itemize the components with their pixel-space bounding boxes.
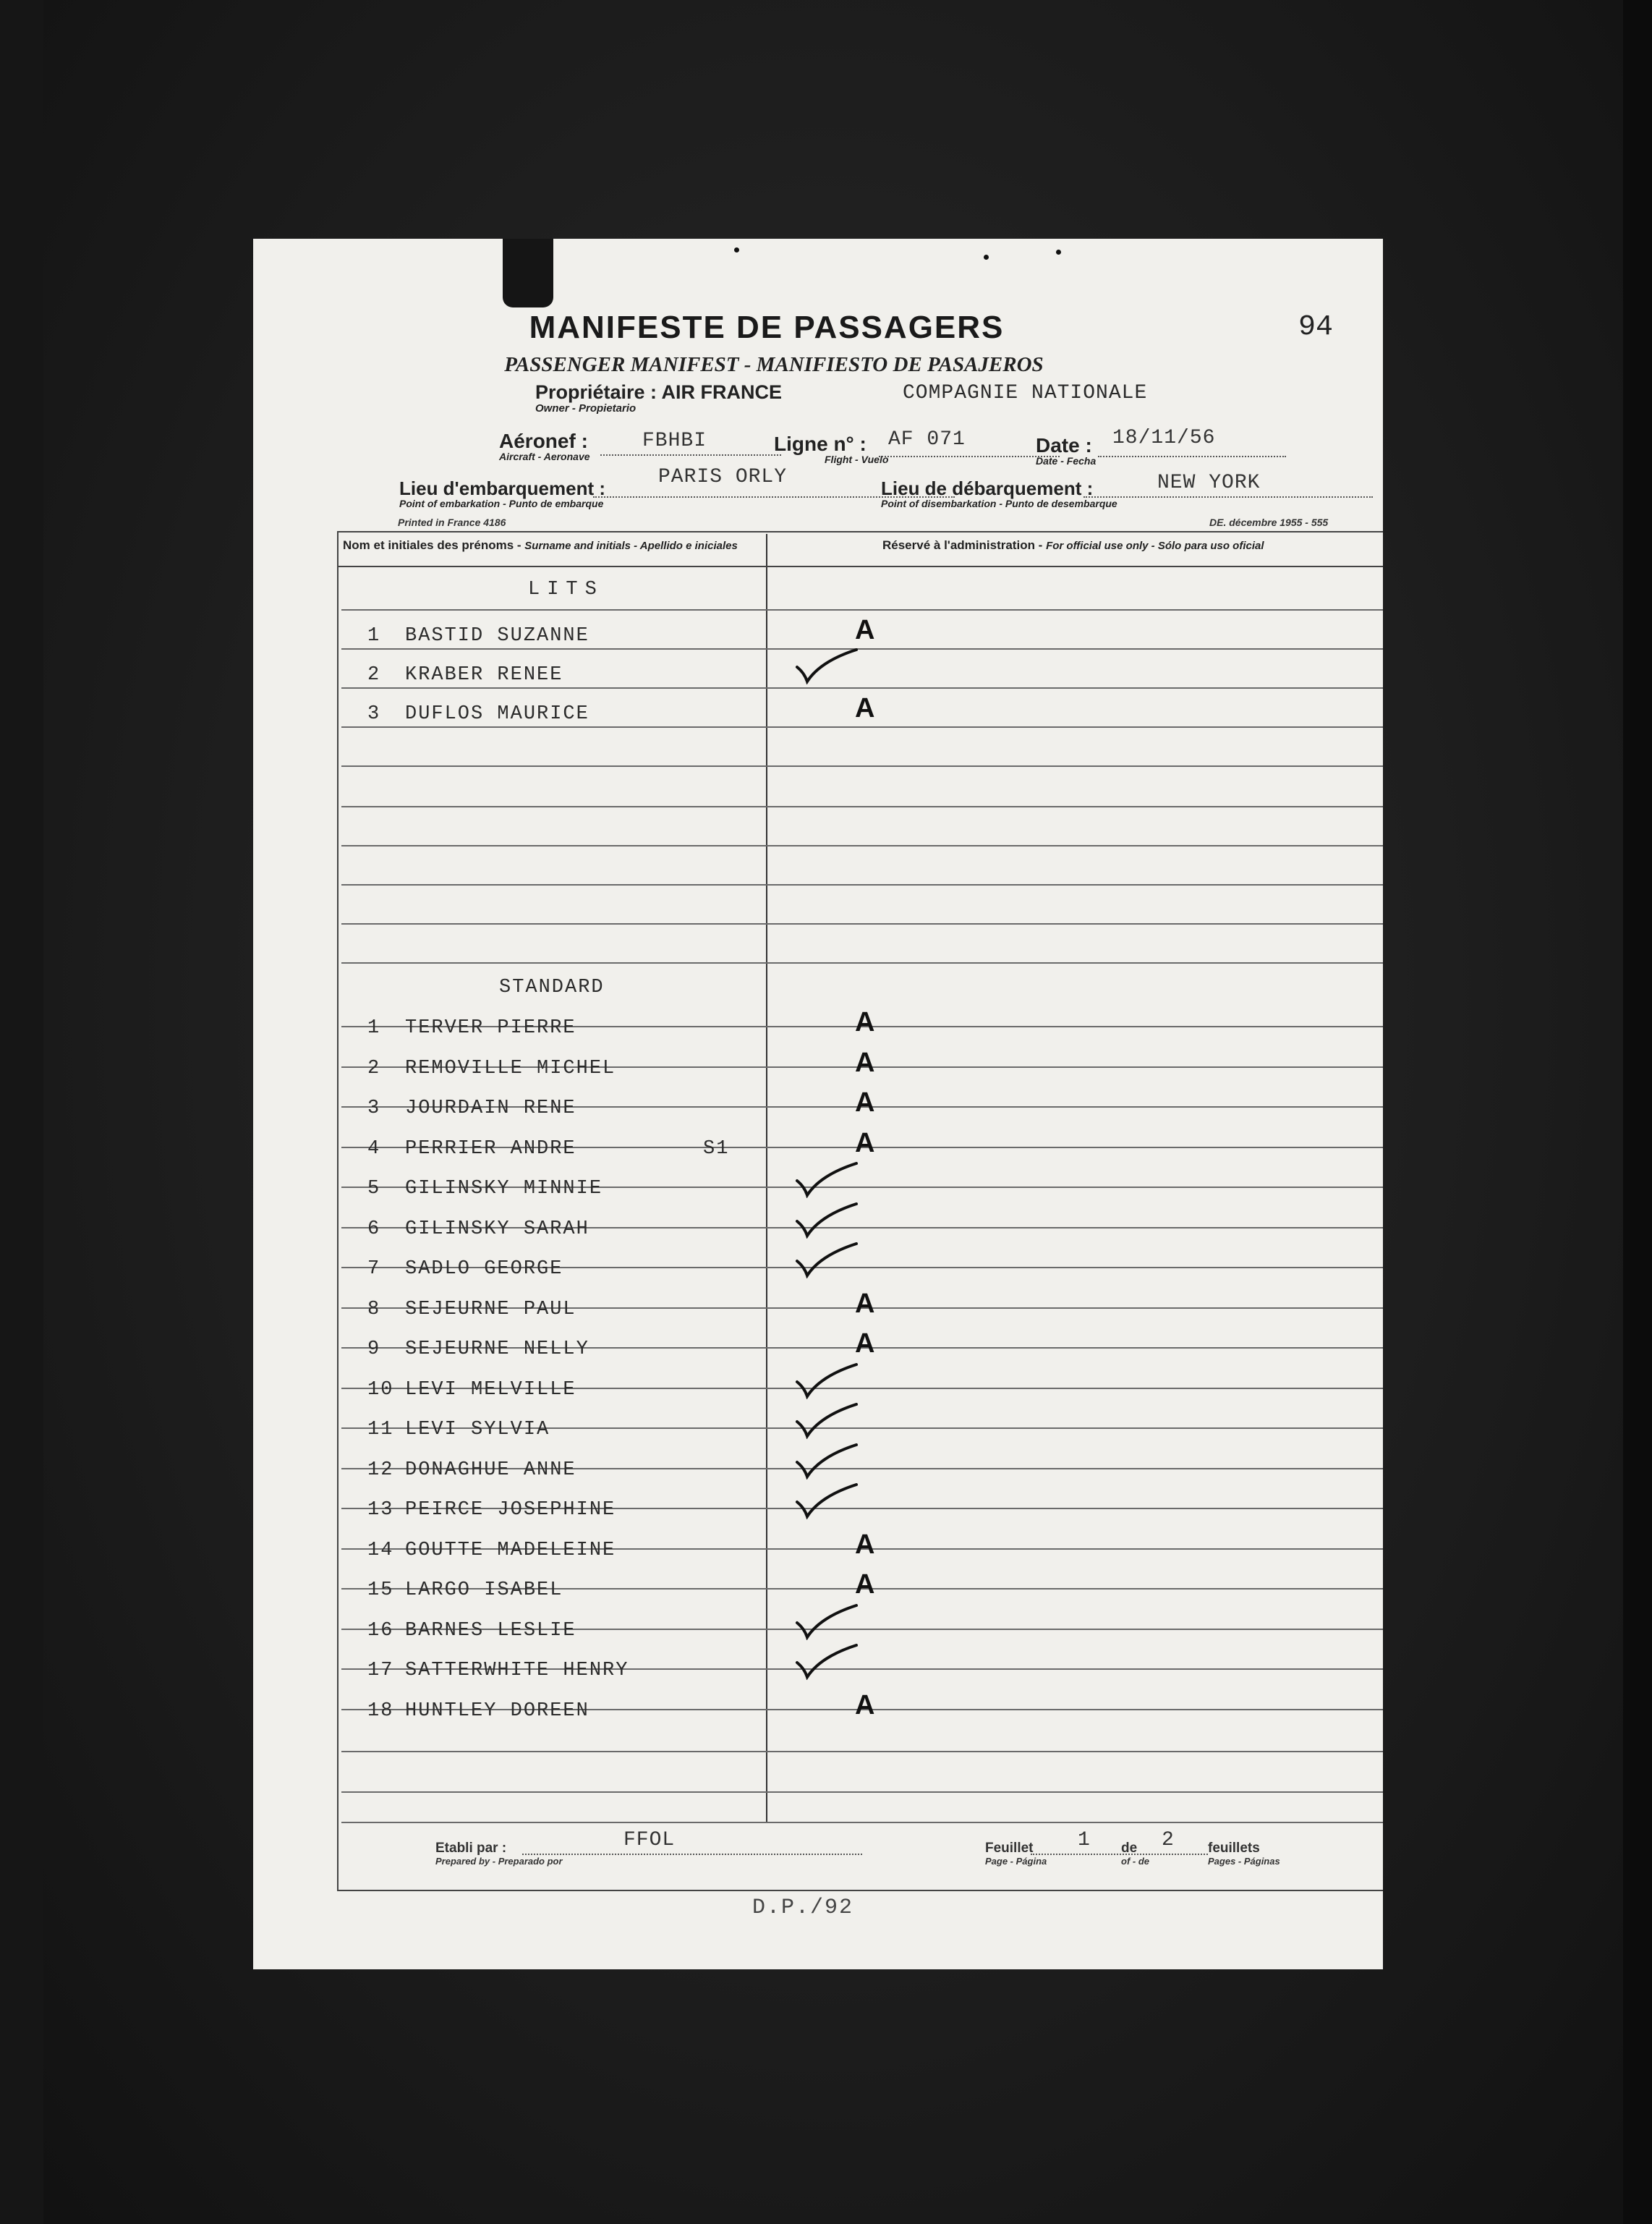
page-subtitle: PASSENGER MANIFEST - MANIFIESTO DE PASAJEROS	[504, 353, 1044, 376]
date-value: 18/11/56	[1112, 427, 1216, 449]
checkmark-icon	[794, 1242, 859, 1278]
passenger-name: GILINSKY MINNIE	[405, 1178, 603, 1200]
checkmark-icon	[794, 1162, 859, 1198]
owner-company: COMPAGNIE NATIONALE	[903, 382, 1148, 404]
passenger-number: 3	[367, 703, 381, 725]
column-header-names-text: Nom et initiales des prénoms -	[343, 538, 521, 552]
prepared-by-value: FFOL	[623, 1829, 676, 1851]
owner-label	[535, 381, 782, 415]
aircraft-line	[600, 454, 781, 456]
column-header-names	[343, 538, 738, 553]
column-header-admin-translation: For official use only - Sólo para uso oficial	[1046, 540, 1264, 552]
page-title: MANIFESTE DE PASSAGERS	[529, 310, 1005, 345]
checkmark-icon	[794, 648, 859, 684]
passenger-number: 14	[367, 1539, 394, 1561]
owner-label-text: Propriétaire : AIR FRANCE	[535, 381, 783, 403]
passenger-name: REMOVILLE MICHEL	[405, 1057, 616, 1079]
owner-sublabel: Owner - Propietario	[535, 402, 636, 415]
of-sublabel: of - de	[1121, 1856, 1149, 1867]
ink-speck	[1056, 250, 1061, 255]
document-stamp: D.P./92	[752, 1896, 854, 1920]
date-label-text: Date :	[1036, 434, 1092, 457]
passenger-number: 1	[367, 1017, 381, 1039]
passenger-number: 17	[367, 1660, 394, 1681]
pages-label-text: feuillets	[1208, 1841, 1260, 1856]
passenger-name: LEVI MELVILLE	[405, 1378, 576, 1401]
page-label-text: Feuillet	[985, 1841, 1034, 1856]
checkmark-icon	[794, 1443, 859, 1480]
passenger-number: 10	[367, 1378, 394, 1401]
passenger-annotation: S1	[703, 1137, 730, 1160]
line-label	[774, 433, 888, 465]
passenger-name: DONAGHUE ANNE	[405, 1459, 576, 1481]
passenger-name: LARGO ISABEL	[405, 1579, 563, 1601]
passenger-name: HUNTLEY DOREEN	[405, 1699, 589, 1722]
checkmark-icon	[794, 1604, 859, 1640]
prepared-by-label-text: Etabli par :	[435, 1841, 507, 1856]
ink-speck	[734, 247, 739, 252]
disembark-sublabel: Point of disembarkation - Punto de desembarque	[881, 498, 1117, 509]
disembark-label-text: Lieu de débarquement :	[881, 478, 1094, 499]
ruled-line	[341, 687, 1383, 689]
handwritten-a-mark: A	[855, 1569, 875, 1600]
ruled-line	[341, 884, 1383, 886]
passenger-name: SEJEURNE PAUL	[405, 1298, 576, 1320]
ruled-line	[341, 962, 1383, 964]
line-label-text: Ligne n° :	[774, 433, 867, 455]
passenger-number: 3	[367, 1098, 381, 1119]
passenger-number: 15	[367, 1579, 394, 1601]
handwritten-a-mark: A	[855, 693, 875, 723]
ink-speck	[984, 255, 989, 260]
handwritten-a-mark: A	[855, 1047, 875, 1078]
aircraft-label	[499, 430, 590, 462]
passenger-name: SEJEURNE NELLY	[405, 1338, 589, 1360]
handwritten-a-mark: A	[855, 615, 875, 645]
checkmark-icon	[794, 1403, 859, 1439]
handwritten-a-mark: A	[855, 1007, 875, 1037]
passenger-number: 7	[367, 1258, 381, 1280]
column-header-admin-text: Réservé à l'administration -	[882, 538, 1043, 552]
header-rule	[339, 566, 1383, 567]
line-value: AF 071	[888, 428, 966, 451]
page-count-line	[1031, 1854, 1208, 1855]
page-value: 1	[1078, 1829, 1091, 1851]
embark-label-text: Lieu d'embarquement :	[399, 478, 605, 499]
date-sublabel: Date - Fecha	[1036, 455, 1097, 467]
page-number: 94	[1298, 311, 1334, 344]
passenger-name: DUFLOS MAURICE	[405, 703, 589, 725]
ruled-line	[341, 1751, 1383, 1752]
checkmark-icon	[794, 1363, 859, 1399]
checkmark-icon	[794, 1483, 859, 1519]
passenger-name: JOURDAIN RENE	[405, 1098, 576, 1119]
section-heading-standard: STANDARD	[499, 977, 605, 998]
passenger-name: PERRIER ANDRE	[405, 1137, 576, 1160]
passenger-number: 13	[367, 1499, 394, 1521]
passenger-name: GOUTTE MADELEINE	[405, 1539, 616, 1561]
aircraft-label-text: Aéronef :	[499, 430, 588, 452]
passenger-name: PEIRCE JOSEPHINE	[405, 1499, 616, 1521]
ruled-line	[341, 609, 1383, 611]
passenger-name: KRABER RENEE	[405, 664, 563, 686]
prepared-by-sublabel: Prepared by - Preparado por	[435, 1856, 563, 1867]
embark-value: PARIS ORLY	[658, 466, 788, 488]
manifest-sheet	[253, 239, 1383, 1969]
aircraft-value: FBHBI	[642, 430, 707, 452]
passenger-table	[337, 531, 1383, 1891]
film-edge-right	[1623, 0, 1652, 2224]
column-header-admin	[882, 538, 1264, 553]
passenger-name: BARNES LESLIE	[405, 1619, 576, 1642]
disembark-label	[881, 478, 1117, 509]
date-label	[1036, 434, 1096, 467]
page-sublabel: Page - Página	[985, 1856, 1047, 1867]
ruled-line	[341, 845, 1383, 846]
passenger-name: SADLO GEORGE	[405, 1258, 563, 1280]
of-value: 2	[1162, 1829, 1175, 1851]
ruled-line	[341, 726, 1383, 728]
passenger-number: 12	[367, 1459, 394, 1481]
torn-notch	[503, 239, 553, 307]
passenger-number: 5	[367, 1178, 381, 1200]
ruled-line	[341, 806, 1383, 807]
printed-in-label: Printed in France 4186	[398, 517, 506, 528]
disembark-value: NEW YORK	[1157, 472, 1261, 494]
pages-sublabel: Pages - Páginas	[1208, 1856, 1280, 1867]
checkmark-icon	[794, 1202, 859, 1239]
embark-sublabel: Point of embarkation - Punto de embarque	[399, 498, 604, 509]
passenger-name: GILINSKY SARAH	[405, 1218, 589, 1240]
passenger-number: 2	[367, 664, 381, 686]
passenger-name: LEVI SYLVIA	[405, 1419, 550, 1440]
disembark-line	[1083, 496, 1373, 498]
handwritten-a-mark: A	[855, 1328, 875, 1359]
section-heading-lits: LITS	[528, 579, 604, 600]
passenger-number: 2	[367, 1057, 381, 1079]
passenger-number: 1	[367, 625, 381, 647]
line-sublabel: Flight - Vuelo	[825, 454, 889, 465]
passenger-number: 6	[367, 1218, 381, 1240]
passenger-number: 8	[367, 1298, 381, 1320]
printed-date-label: DE. décembre 1955 - 555	[1209, 517, 1329, 528]
passenger-name: BASTID SUZANNE	[405, 625, 589, 647]
passenger-number: 9	[367, 1338, 381, 1360]
ruled-line	[341, 923, 1383, 925]
of-label-text: de	[1121, 1841, 1138, 1856]
pages-label	[1208, 1841, 1280, 1867]
film-edge-left	[0, 0, 43, 2224]
handwritten-a-mark: A	[855, 1288, 875, 1319]
aircraft-sublabel: Aircraft - Aeronave	[499, 451, 590, 462]
line-line	[879, 456, 1060, 457]
passenger-number: 16	[367, 1619, 394, 1642]
embark-label	[399, 478, 605, 509]
passenger-number: 18	[367, 1699, 394, 1722]
date-line	[1098, 456, 1286, 457]
ruled-line	[341, 1791, 1383, 1793]
handwritten-a-mark: A	[855, 1127, 875, 1158]
column-header-names-translation: Surname and initials - Apellido e iniciales	[524, 540, 738, 552]
passenger-number: 11	[367, 1419, 394, 1440]
checkmark-icon	[794, 1644, 859, 1680]
passenger-number: 4	[367, 1137, 381, 1160]
handwritten-a-mark: A	[855, 1529, 875, 1560]
handwritten-a-mark: A	[855, 1689, 875, 1720]
ruled-line	[341, 648, 1383, 650]
passenger-name: SATTERWHITE HENRY	[405, 1660, 629, 1681]
ruled-line	[341, 765, 1383, 767]
ruled-line	[341, 1822, 1383, 1823]
prepared-by-line	[522, 1854, 862, 1855]
passenger-name: TERVER PIERRE	[405, 1017, 576, 1039]
handwritten-a-mark: A	[855, 1087, 875, 1118]
